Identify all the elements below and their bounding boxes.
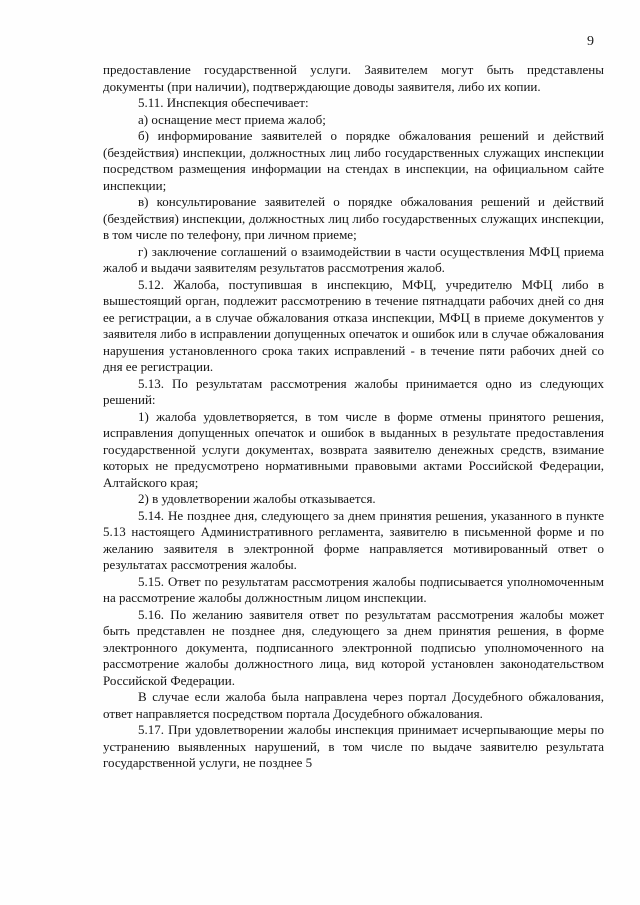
- paragraph: б) информирование заявителей о порядке обжалования решений и действий (бездействия) инспекции, должностных лиц либо государственных служащих инспекции посредством размещения информации на стендах в инспекции, на официальном сайте инспекции;: [103, 128, 604, 193]
- paragraph: предоставление государственной услуги. Заявителем могут быть представлены документы (при наличии), подтверждающие доводы заявителя, либо их копии.: [103, 62, 604, 94]
- paragraph: 5.12. Жалоба, поступившая в инспекцию, МФЦ, учредителю МФЦ либо в вышестоящий орган, подлежит рассмотрению в течение пятнадцати рабочих дней со дня ее регистрации, а в случае обжалования отказа инспекции, МФЦ в приеме документов у заявителя либо в исправлении допущенных опечаток и ошибок или в случае обжалования нарушения установленного срока таких исправлений - в течение пяти рабочих дней со дня ее регистрации.: [103, 276, 604, 374]
- page-number: 9: [587, 34, 594, 49]
- body-text: [103, 62, 604, 772]
- paragraph: 2) в удовлетворении жалобы отказывается.: [138, 491, 376, 506]
- paragraph: 5.15. Ответ по результатам рассмотрения жалобы подписывается уполномоченным на рассмотрение жалобы должностным лицом инспекции.: [103, 573, 604, 605]
- paragraph: 1) жалоба удовлетворяется, в том числе в форме отмены принятого решения, исправления допущенных опечаток и ошибок в выданных в результате предоставления государственной услуги документах, возврата заявителю денежных средств, взимание которых не предусмотрено нормативными правовыми актами Российской Федерации, Алтайского края;: [103, 408, 604, 490]
- paragraph: 5.17. При удовлетворении жалобы инспекция принимает исчерпывающие меры по устранению выявленных нарушений, в том числе по выдаче заявителю результата государственной услуги, не позднее 5: [103, 722, 604, 770]
- paragraph: 5.16. По желанию заявителя ответ по результатам рассмотрения жалобы может быть представлен не позднее дня, следующего за днем принятия решения, в форме электронного документа, подписанного электронной подписью уполномоченного на рассмотрение жалобы должностного лица, вид которой установлен законодательством Российской Федерации.: [103, 606, 604, 688]
- paragraph: 5.13. По результатам рассмотрения жалобы принимается одно из следующих решений:: [103, 375, 604, 407]
- paragraph: а) оснащение мест приема жалоб;: [138, 111, 326, 127]
- paragraph: в) консультирование заявителей о порядке обжалования решений и действий (бездействия) инспекции, должностных лиц либо государственных служащих инспекции, в том числе по телефону, при личном приеме;: [103, 194, 604, 242]
- paragraph: В случае если жалоба была направлена через портал Досудебного обжалования, ответ направляется посредством портала Досудебного обжалования.: [103, 689, 604, 721]
- paragraph: 5.14. Не позднее дня, следующего за днем принятия решения, указанного в пункте 5.13 настоящего Административного регламента, заявителю в письменной форме и по желанию заявителя в электронной форме направляется мотивированный ответ о результатах рассмотрения жалобы.: [103, 507, 604, 572]
- paragraph: г) заключение соглашений о взаимодействии в части осуществления МФЦ приема жалоб и выдачи заявителям результатов рассмотрения жалоб.: [103, 243, 604, 275]
- paragraph: 5.11. Инспекция обеспечивает:: [138, 95, 309, 110]
